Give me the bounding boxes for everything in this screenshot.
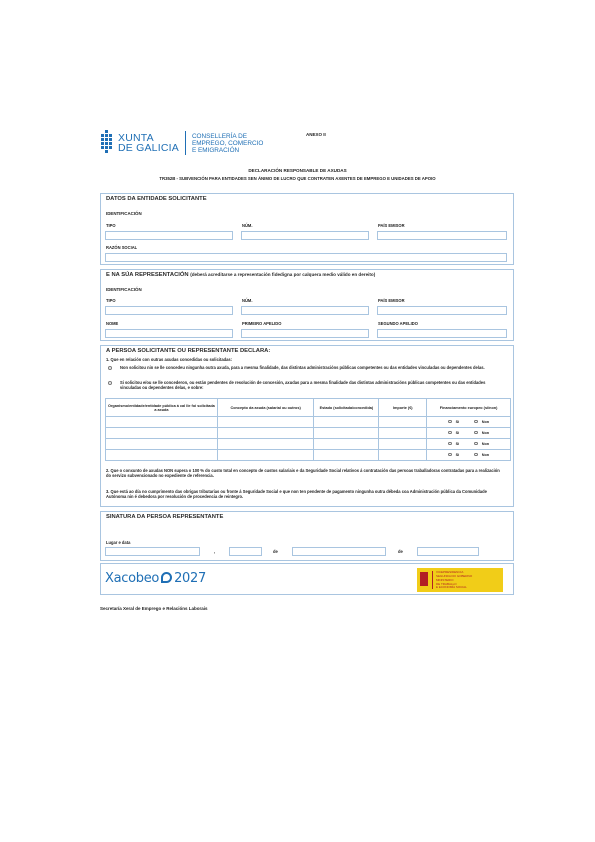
ministerio-line: SEGUNDA DO GOBERNO [436,573,473,578]
si-radio[interactable] [448,431,452,435]
declara-section [100,345,514,507]
ministerio-line: DE TRABALLO [436,581,457,586]
logo-divider [185,131,186,155]
ministerio-line: VICEPRESIDENCIA [436,570,464,574]
non-radio[interactable] [474,453,478,457]
section-title: A PERSOA SOLICITANTE OU REPRESENTANTE DECLARA: [106,348,271,354]
secretaria-label: Secretaría Xeral de Emprego e Relacións Laborais [100,606,208,611]
razon-label: RAZÓN SOCIAL [106,245,138,250]
xunta-wordmark: XUNTA DE GALICIA [118,132,179,154]
section-title: SINATURA DA PERSOA REPRESENTANTE [106,514,224,520]
col-financiamento: Financiamento europeo (si/non) [427,399,511,417]
num-label: NÚM. [242,298,253,303]
rep-pais-field[interactable] [377,306,507,315]
lugar-field[interactable] [105,547,200,556]
non-option[interactable]: Non [474,431,489,435]
col-importe: Importe (€) [379,399,427,417]
option-non-solicitou-radio[interactable] [108,366,112,370]
dia-field[interactable] [229,547,262,556]
apelido2-label: SEGUNDO APELIDO [378,321,418,326]
cell-organismo[interactable] [106,439,218,450]
cell-concepto[interactable] [217,417,314,428]
si-radio[interactable] [448,442,452,446]
scallop-shell-icon [161,572,172,583]
pais-field[interactable] [377,231,507,240]
xunta-logo [100,130,263,156]
cell-organismo[interactable] [106,417,218,428]
option-si-solicitou-radio[interactable] [108,381,112,385]
representacion-section [100,269,514,341]
header [100,130,510,170]
comma-separator: , [214,549,216,554]
cell-concepto[interactable] [217,439,314,450]
ministerio-line: MINISTERIO [436,578,454,582]
anexo-label: ANEXO II [306,132,326,137]
lugar-data-label: Lugar e data [106,540,131,545]
si-radio[interactable] [448,453,452,457]
axudas-table [105,398,511,461]
non-radio[interactable] [474,431,478,435]
num-field[interactable] [241,231,369,240]
apelido2-field[interactable] [377,329,507,338]
table-row [106,417,511,428]
cell-importe[interactable] [379,428,427,439]
rep-num-field[interactable] [241,306,369,315]
xacobeo-logo: Xacobeo 2027 [105,571,206,586]
si-option[interactable]: Si [448,453,459,457]
option-si-solicitou-text: Si solicitou e/ou se lle concederon, ou están pendentes de resolución de concesión, axudas para a mesma finalidade das distintas administracións públicas competentes ou das entidades vinculadas ou dependentes delas, e sobre: [120,380,486,390]
si-radio[interactable] [448,420,452,424]
col-concepto: Concepto da axuda (salarial ou outros) [217,399,314,417]
cell-importe[interactable] [379,450,427,461]
si-option[interactable]: Si [448,442,459,446]
razon-social-field[interactable] [105,253,507,262]
rep-tipo-field[interactable] [105,306,233,315]
ministerio-logo [417,568,503,592]
option-non-solicitou-text: Non solicitou nin se lle concedeu ningunha outra axuda, para a mesma finalidade, das distintas administracións públicas competentes ou das entidades vinculadas ou dependentes delas. [120,365,485,370]
num-label: NÚM. [242,223,253,228]
table-row [106,439,511,450]
cell-estado[interactable] [314,417,379,428]
conselleria-name: CONSELLERÍA DE EMPREGO, COMERCIO E EMIGRACIÓN [191,132,264,154]
de-label-2: de [398,549,403,554]
ano-field[interactable] [417,547,479,556]
tipo-label: TIPO [106,298,116,303]
non-radio[interactable] [474,442,478,446]
cell-financiamento [427,417,511,428]
de-label-1: de [273,549,278,554]
declara-item-1: 1. Que en relación con outras axudas concedidas ou solicitadas: [106,357,233,362]
declara-item-2: 2. Que o conxunto de axudas NON supera o 100 % do custo total en concepto de custos salariais e da Seguridade Social relativos á contratación das persoas traballadoras contratadas para a realización do servizo subvencionado no expediente de referencia. [106,468,500,478]
cell-estado[interactable] [314,450,379,461]
nome-label: NOME [106,321,119,326]
cell-importe[interactable] [379,439,427,450]
sinatura-section [100,511,514,561]
logo-divider [432,571,433,589]
document-title: DECLARACIÓN RESPONSABLE DE AXUDAS [248,168,347,173]
identificacion-label: IDENTIFICACIÓN [106,211,142,216]
xunta-emblem-icon [100,130,114,156]
cell-organismo[interactable] [106,450,218,461]
spain-coat-of-arms-icon [420,572,428,586]
tipo-label: TIPO [106,223,116,228]
table-row [106,428,511,439]
ministerio-line: E ECONOMÍA SOCIAL [436,585,467,589]
cell-financiamento [427,439,511,450]
identificacion-label: IDENTIFICACIÓN [106,287,142,292]
section-title: E NA SÚA REPRESENTACIÓN (deberá acreditarse a representación fidedigna por calquera medio válido en dereito) [106,272,376,278]
cell-organismo[interactable] [106,428,218,439]
cell-financiamento [427,450,511,461]
cell-concepto[interactable] [217,450,314,461]
section-title: DATOS DA ENTIDADE SOLICITANTE [106,196,207,202]
cell-importe[interactable] [379,417,427,428]
nome-field[interactable] [105,329,233,338]
col-organismo: Organismo/entidade/entidade pública á cal lle foi solicitada a axuda [106,399,218,417]
document-subtitle: TR352B - SUBVENCIÓN PARA ENTIDADES SEN ÁNIMO DE LUCRO QUE CONTRATEN AXENTES DE EMPREGO E UNIDADES DE APOIO [159,176,436,181]
non-option[interactable]: Non [474,442,489,446]
apelido1-label: PRIMEIRO APELIDO [242,321,282,326]
declara-item-3: 3. Que está ao día no cumprimento das obrigas tributarias ou fronte á Seguridade Social e que non ten pendente de pagamento ningunha outra débeda coa Administración pública da Comunidade Autónoma nin é debedora por resolución de procedencia de reintegro. [106,489,487,499]
si-option[interactable]: Si [448,420,459,424]
footer-logos [100,563,514,595]
cell-financiamento [427,428,511,439]
si-option[interactable]: Si [448,431,459,435]
entidade-section [100,193,514,265]
non-radio[interactable] [474,420,478,424]
table-row [106,450,511,461]
cell-concepto[interactable] [217,428,314,439]
cell-estado[interactable] [314,428,379,439]
pais-label: PAÍS EMISOR [378,223,405,228]
non-option[interactable]: Non [474,420,489,424]
non-option[interactable]: Non [474,453,489,457]
table-header-row [106,399,511,417]
mes-field[interactable] [292,547,386,556]
tipo-field[interactable] [105,231,233,240]
col-estado: Estado (solicitada/concedida) [314,399,379,417]
apelido1-field[interactable] [241,329,369,338]
pais-label: PAÍS EMISOR [378,298,405,303]
cell-estado[interactable] [314,439,379,450]
